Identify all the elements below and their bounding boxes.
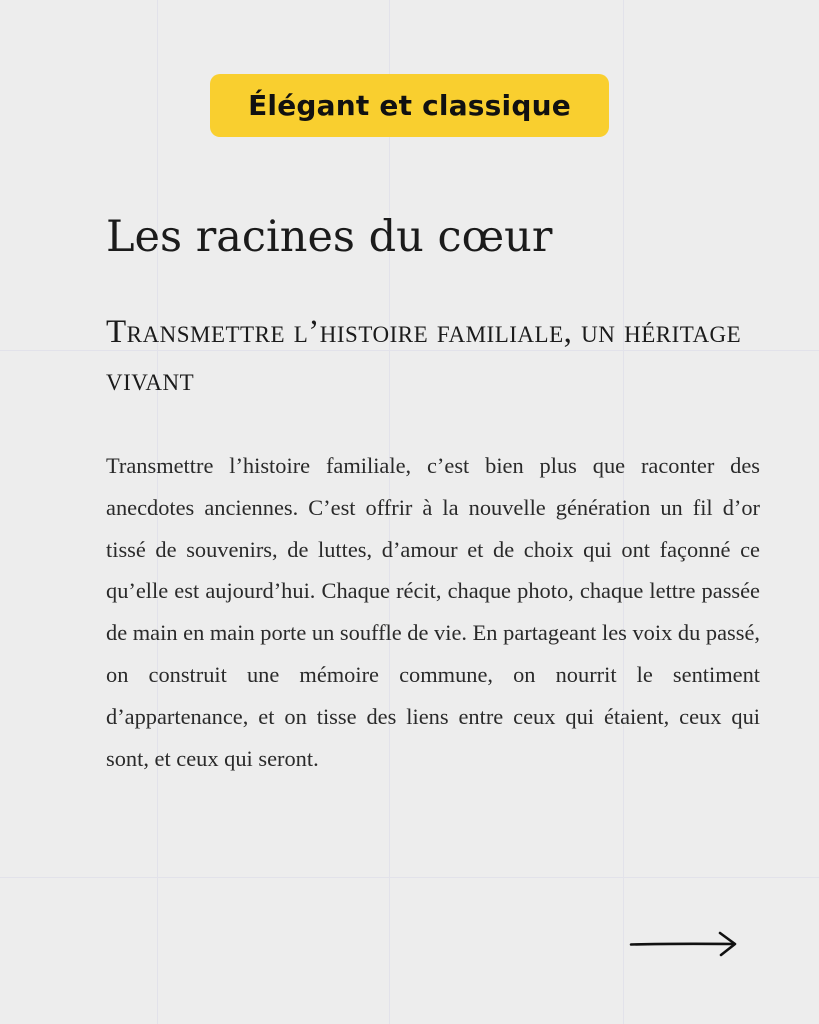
style-tag-badge	[210, 74, 609, 137]
guide-line	[0, 877, 819, 878]
arrow-right-icon-graphic	[629, 928, 739, 960]
page-subtitle: Transmettre l’histoire familiale, un héritage vivant	[106, 314, 742, 398]
page-title: Les racines du cœur	[106, 212, 553, 262]
arrow-right-icon[interactable]	[629, 928, 739, 960]
style-tag-label: Élégant et classique	[248, 89, 571, 122]
body-paragraph: Transmettre l’histoire familiale, c’est bien plus que raconter des anecdotes anciennes. C’est offrir à la nouvelle génération un fil d’or tissé de souvenirs, de luttes, d’amour et de choix qui ont façonné ce qu’elle est aujourd’hui. Chaque récit, chaque photo, chaque lettre passée de main en main porte un souffle de vie. En partageant les voix du passé, on construit une mémoire commune, on nourrit le sentiment d’appartenance, et on tisse des liens entre ceux qui étaient, ceux qui sont, et ceux qui seront.	[106, 453, 760, 771]
